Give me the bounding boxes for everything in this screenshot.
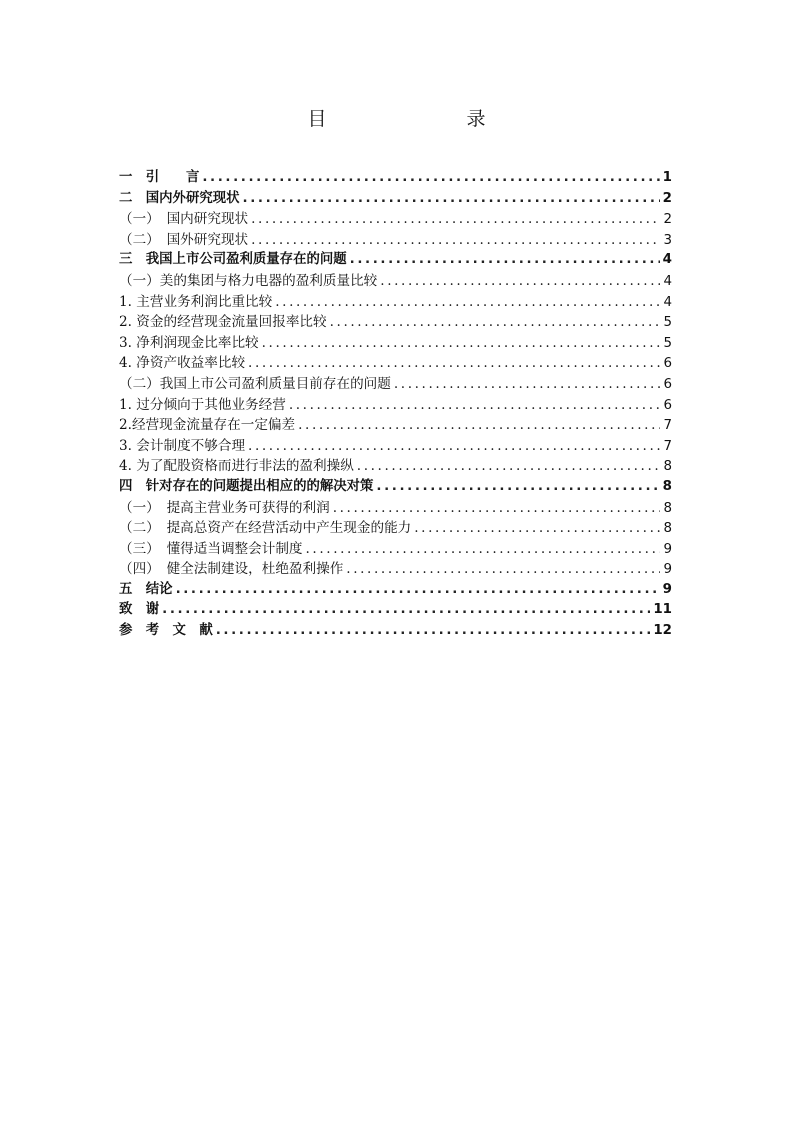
table-of-contents	[119, 168, 672, 642]
toc-entry-label: （一） 提高主营业务可获得的利润	[119, 499, 330, 516]
toc-entry-page-number: 9	[663, 562, 672, 578]
toc-entry-label: 2.经营现金流量存在一定偏差	[119, 417, 296, 434]
toc-entry-label: 2. 资金的经营现金流量回报率比较	[119, 314, 327, 331]
toc-dot-leader	[298, 415, 660, 436]
toc-entry[interactable]	[119, 539, 672, 560]
toc-entry[interactable]	[119, 271, 672, 292]
toc-entry[interactable]	[119, 374, 672, 395]
toc-entry-page-number: 4	[662, 252, 672, 268]
toc-entry-label: 参 考 文 献	[119, 623, 213, 639]
toc-dot-leader	[306, 539, 661, 560]
toc-entry-label: （二）我国上市公司盈利质量目前存在的问题	[119, 375, 391, 392]
toc-entry-label: （二） 国外研究现状	[119, 231, 249, 248]
toc-entry-page-number: 1	[662, 170, 672, 185]
toc-entry-label: 致 谢	[119, 602, 160, 618]
toc-entry-page-number: 6	[663, 376, 672, 392]
toc-entry-label: （四） 健全法制建设，杜绝盈利操作	[119, 561, 344, 578]
toc-entry-label: 1. 主营业务利润比重比较	[119, 293, 273, 310]
toc-entry[interactable]	[119, 518, 672, 539]
toc-entry-page-number: 9	[663, 541, 672, 557]
toc-entry[interactable]	[119, 168, 672, 189]
toc-entry-label: 一 引 言	[119, 170, 200, 185]
toc-entry-page-number: 6	[663, 397, 672, 413]
toc-dot-leader	[162, 600, 650, 621]
toc-entry-label: 4. 净资产收益率比较	[119, 355, 246, 372]
toc-entry-page-number: 8	[663, 459, 672, 475]
toc-entry-label: 三 我国上市公司盈利质量存在的问题	[119, 252, 347, 268]
toc-entry-label: 4. 为了配股资格而进行非法的盈利操纵	[119, 458, 354, 475]
toc-dot-leader	[357, 456, 661, 477]
toc-entry[interactable]	[119, 395, 672, 416]
toc-entry[interactable]	[119, 436, 672, 457]
toc-entry-page-number: 2	[663, 212, 672, 228]
toc-entry[interactable]	[119, 209, 672, 230]
toc-entry[interactable]	[119, 621, 672, 642]
toc-entry[interactable]	[119, 415, 672, 436]
toc-dot-leader	[251, 209, 660, 230]
toc-entry-label: （三） 懂得适当调整会计制度	[119, 540, 303, 557]
toc-entry-label: （二） 提高总资产在经营活动中产生现金的能力	[119, 520, 412, 537]
toc-dot-leader	[346, 559, 660, 580]
toc-entry[interactable]	[119, 498, 672, 519]
toc-entry-page-number: 7	[663, 438, 672, 454]
toc-dot-leader	[202, 168, 659, 189]
toc-dot-leader	[333, 498, 661, 519]
toc-dot-leader	[380, 271, 660, 292]
toc-entry[interactable]	[119, 477, 672, 498]
toc-dot-leader	[176, 580, 660, 601]
toc-entry[interactable]	[119, 559, 672, 580]
toc-dot-leader	[248, 353, 660, 374]
toc-entry-label: （一） 国内研究现状	[119, 211, 249, 228]
toc-dot-leader	[262, 333, 661, 354]
toc-entry-page-number: 5	[663, 315, 672, 331]
toc-entry-page-number: 12	[653, 623, 672, 639]
toc-entry-label: 3. 会计制度不够合理	[119, 437, 246, 454]
toc-entry[interactable]	[119, 580, 672, 601]
toc-entry[interactable]	[119, 312, 672, 333]
toc-entry-label: 五 结论	[119, 581, 173, 597]
toc-entry-page-number: 7	[663, 418, 672, 434]
toc-dot-leader	[275, 292, 660, 313]
toc-entry[interactable]	[119, 189, 672, 210]
toc-entry-page-number: 4	[663, 273, 672, 289]
toc-dot-leader	[289, 395, 661, 416]
toc-entry[interactable]	[119, 456, 672, 477]
toc-dot-leader	[243, 189, 660, 210]
toc-entry[interactable]	[119, 292, 672, 313]
toc-dot-leader	[414, 518, 660, 539]
toc-entry-page-number: 11	[653, 602, 672, 618]
toc-dot-leader	[251, 230, 660, 251]
toc-entry-page-number: 8	[663, 500, 672, 516]
toc-entry-page-number: 5	[663, 335, 672, 351]
toc-entry[interactable]	[119, 230, 672, 251]
toc-dot-leader	[248, 436, 660, 457]
toc-entry-label: 3. 净利润现金比率比较	[119, 334, 259, 351]
toc-dot-leader	[330, 312, 661, 333]
toc-entry-label: 四 针对存在的问题提出相应的的解决对策	[119, 478, 374, 494]
toc-dot-leader	[216, 621, 651, 642]
toc-entry-page-number: 3	[663, 232, 672, 248]
toc-entry-page-number: 8	[662, 478, 672, 494]
toc-entry-label: 1. 过分倾向于其他业务经营	[119, 396, 286, 413]
toc-dot-leader	[376, 477, 659, 498]
toc-entry-page-number: 2	[662, 190, 672, 206]
toc-entry[interactable]	[119, 353, 672, 374]
toc-entry-label: 二 国内外研究现状	[119, 190, 240, 206]
toc-entry-label: （一）美的集团与格力电器的盈利质量比较	[119, 272, 378, 289]
toc-dot-leader	[394, 374, 661, 395]
toc-dot-leader	[350, 250, 660, 271]
toc-entry[interactable]	[119, 250, 672, 271]
toc-entry-page-number: 4	[663, 294, 672, 310]
toc-entry[interactable]	[119, 333, 672, 354]
page-title: 目 录	[307, 108, 520, 130]
toc-entry-page-number: 9	[662, 581, 672, 597]
toc-entry[interactable]	[119, 600, 672, 621]
toc-entry-page-number: 6	[663, 356, 672, 372]
toc-entry-page-number: 8	[663, 521, 672, 537]
